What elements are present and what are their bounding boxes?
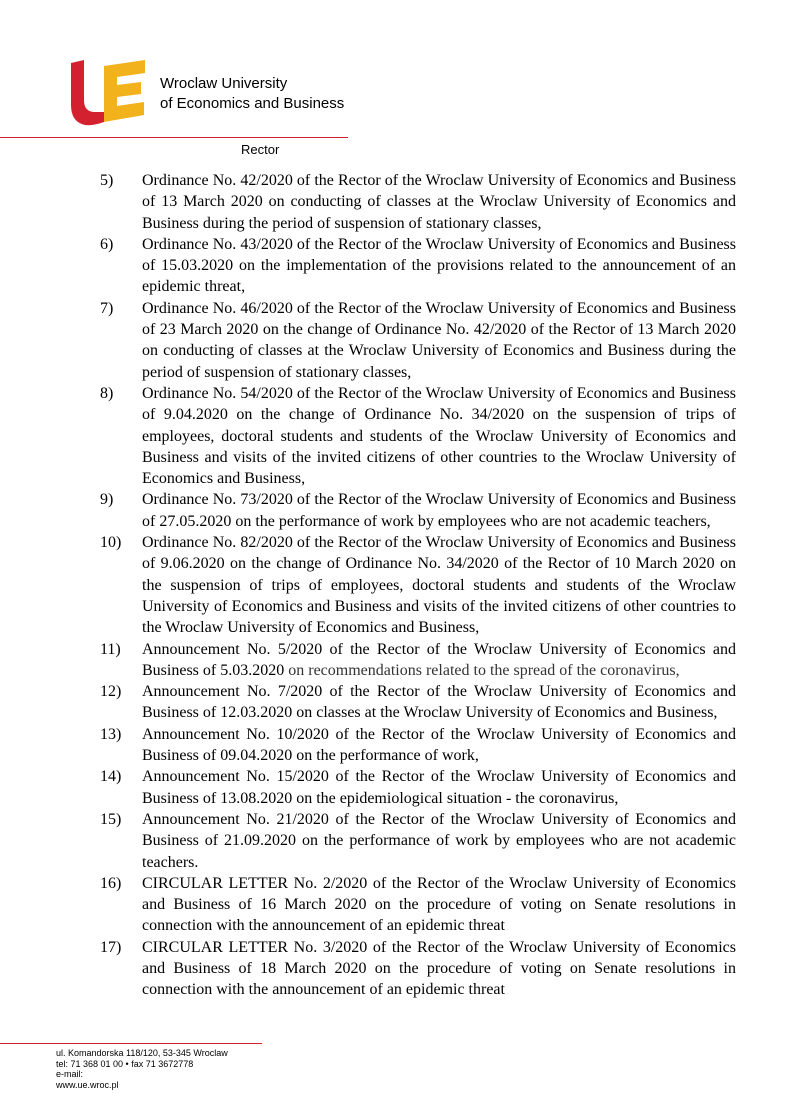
logo-u-shape [71, 60, 104, 125]
item-number: 11) [100, 640, 121, 658]
item-text-continuation: on recommendations related to the spread of the coronavirus, [288, 661, 680, 679]
list-item [100, 234, 736, 298]
footer-email: e-mail: [56, 1069, 84, 1079]
item-number: 16) [100, 874, 122, 892]
item-number: 6) [100, 235, 114, 253]
item-number: 9) [100, 491, 114, 509]
item-number: 5) [100, 172, 114, 189]
footer-divider [0, 1043, 262, 1044]
list-item [100, 532, 736, 638]
item-text: Announcement No. 7/2020 of the Rector of the Wroclaw University of Economics and Business of 12.03.2020 on classes at the Wroclaw University of Economics and Business, [142, 683, 736, 722]
footer-phone: tel: 71 368 01 00 • fax 71 3672778 [56, 1058, 194, 1069]
footer-address: ul. Komandorska 118/120, 53-345 Wroclaw [56, 1048, 228, 1058]
item-number: 13) [100, 725, 122, 743]
item-number: 15) [100, 810, 122, 828]
item-text: CIRCULAR LETTER No. 3/2020 of the Rector of the Wroclaw University of Economics and Business of 18 March 2020 on the procedure of voting on Senate resolutions in connection with the announcement of an epidemic threat [142, 938, 736, 999]
item-text: Ordinance No. 46/2020 of the Rector of the Wroclaw University of Economics and Business of 23 March 2020 on the change of Ordinance No. 42/2020 of the Rector of 13 March 2020 on conducting of classes at the Wroclaw University of Economics and Business during the period of suspension of stationary classes, [142, 299, 736, 381]
item-text: Announcement No. 15/2020 of the Rector of the Wroclaw University of Economics and Business of 13.08.2020 on the epidemiological situation - the coronavirus, [142, 768, 736, 807]
header-divider [0, 137, 348, 138]
item-text: CIRCULAR LETTER No. 2/2020 of the Rector of the Wroclaw University of Economics and Business of 16 March 2020 on the procedure of voting on Senate resolutions in connection with the announcement of an epidemic threat [142, 874, 736, 935]
org-name-line2: of Economics and Business [160, 95, 345, 112]
list-item [100, 639, 736, 682]
footer-contact [56, 1048, 228, 1090]
list-item [100, 937, 736, 1001]
org-name-line1: Wroclaw University [160, 75, 288, 92]
document-list [100, 170, 736, 1001]
list-item [100, 766, 736, 809]
list-item [100, 383, 736, 489]
item-text-wrapper [142, 639, 736, 682]
list-item [100, 170, 736, 234]
item-text: Announcement No. 5/2020 of the Rector of the Wroclaw University of Economics and Business of 5.03.2020 [142, 640, 736, 679]
list-item [100, 489, 736, 532]
item-number: 12) [100, 683, 122, 701]
office-label: Rector [241, 142, 280, 157]
item-text: Ordinance No. 73/2020 of the Rector of the Wroclaw University of Economics and Business of 27.05.2020 on the performance of work by employees who are not academic teachers, [142, 491, 736, 530]
logo-e-shape [104, 60, 145, 122]
footer-website[interactable]: www.ue.wroc.pl [56, 1079, 119, 1090]
list-item [100, 873, 736, 937]
item-number: 14) [100, 768, 122, 786]
item-text: Announcement No. 10/2020 of the Rector of the Wroclaw University of Economics and Business of 09.04.2020 on the performance of work, [142, 725, 736, 765]
item-text: Announcement No. 21/2020 of the Rector of the Wroclaw University of Economics and Business of 21.09.2020 on the performance of work by employees who are not academic teachers. [142, 810, 736, 871]
organization-name [160, 74, 344, 114]
item-text: Ordinance No. 82/2020 of the Rector of the Wroclaw University of Economics and Business of 9.06.2020 on the change of Ordinance No. 34/2020 of the Rector of 10 March 2020 on the suspension of trips of employees, doctoral students and students of the Wroclaw University of Economics and Business and visits of the invited citizens of other countries to the Wroclaw University of Economics and Business, [142, 534, 736, 637]
item-text: Ordinance No. 42/2020 of the Rector of the Wroclaw University of Economics and Business of 13 March 2020 on conducting of classes at the Wroclaw University of Economics and Business during the period of suspension of stationary classes, [142, 172, 736, 232]
list-item [100, 724, 736, 767]
list-item [100, 298, 736, 383]
list-item [100, 681, 736, 724]
item-number: 7) [100, 299, 114, 317]
list-item [100, 809, 736, 873]
item-text: Ordinance No. 43/2020 of the Rector of the Wroclaw University of Economics and Business of 15.03.2020 on the implementation of the provisions related to the announcement of an epidemic threat, [142, 235, 736, 296]
university-logo [71, 60, 147, 126]
item-number: 8) [100, 384, 114, 402]
item-number: 17) [100, 938, 122, 956]
item-text: Ordinance No. 54/2020 of the Rector of the Wroclaw University of Economics and Business of 9.04.2020 on the change of Ordinance No. 34/2020 on the suspension of trips of employees, doctoral students and students of the Wroclaw University of Economics and Business and visits of the invited citizens of other countries to the Wroclaw University of Economics and Business, [142, 384, 736, 488]
item-number: 10) [100, 534, 122, 552]
